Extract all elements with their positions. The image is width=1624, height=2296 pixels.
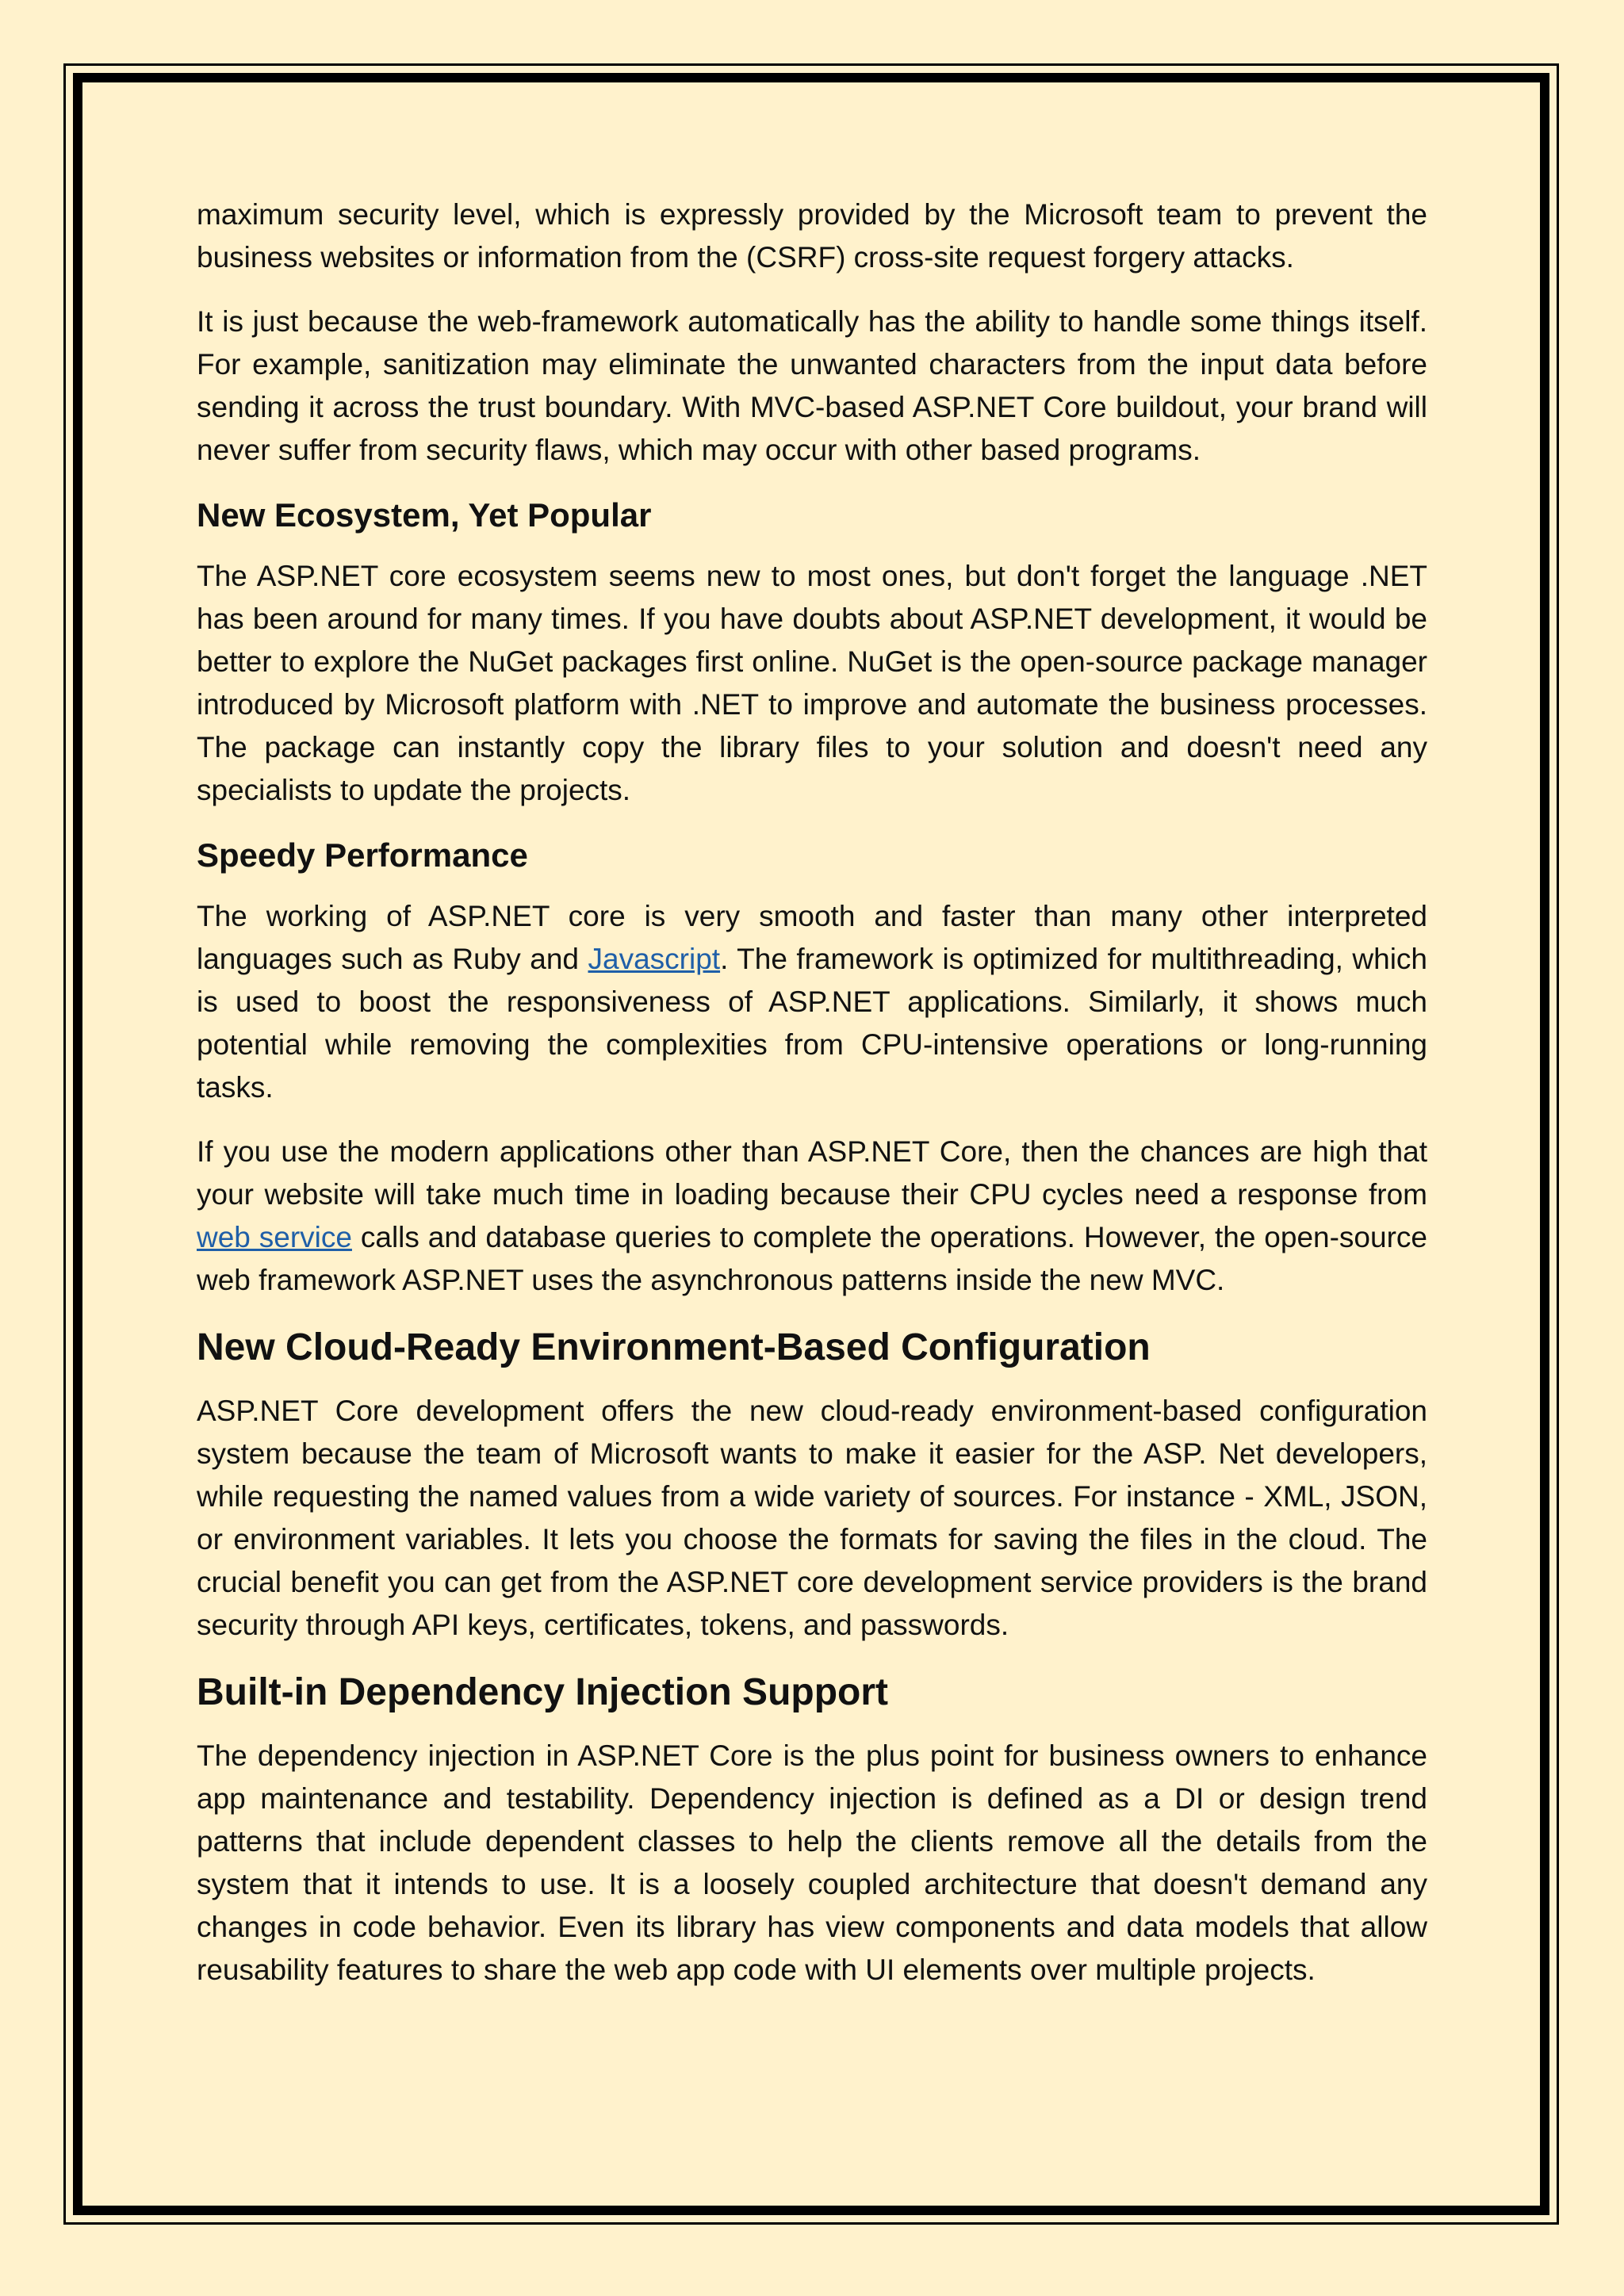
- performance-paragraph-2: [197, 1131, 1427, 1302]
- performance-paragraph-1: [197, 895, 1427, 1109]
- document-body: [197, 193, 1427, 2013]
- javascript-link[interactable]: Javascript: [588, 943, 721, 975]
- dependency-injection-paragraph: The dependency injection in ASP.NET Core is the plus point for business owners to enhance app maintenance and testability. Dependency injection is defined as a DI or design trend patterns that include dependent classes to help the clients remove all the details from the system that it intends to use. It is a loosely coupled architecture that doesn't demand any changes in code behavior. Even its library has view components and data models that allow reusability features to share the web app code with UI elements over multiple projects.: [197, 1739, 1427, 1986]
- cloud-config-paragraph: ASP.NET Core development offers the new cloud-ready environment-based configuration system because the team of Microsoft wants to make it easier for the ASP. Net developers, while requesting the named values from a wide variety of sources. For instance - XML, JSON, or environment variables. It lets you choose the formats for saving the files in the cloud. The crucial benefit you can get from the ASP.NET core development service providers is the brand security through API keys, certificates, tokens, and passwords.: [197, 1395, 1427, 1641]
- performance-p2-text-end: calls and database queries to complete the operations. However, the open-source web framework ASP.NET uses the asynchronous patterns inside the new MVC.: [197, 1221, 1427, 1296]
- intro-paragraph-2: It is just because the web-framework automatically has the ability to handle some things itself. For example, sanitization may eliminate the unwanted characters from the input data before sending it across the trust boundary. With MVC-based ASP.NET Core buildout, your brand will never suffer from security flaws, which may occur with other based programs.: [197, 305, 1427, 466]
- performance-p1-text-start: The working of ASP.NET core is very smooth and faster than many other interpreted languages such as Ruby and: [197, 900, 1427, 975]
- performance-p2-text-start: If you use the modern applications other than ASP.NET Core, then the chances are high that your website will take much time in loading because their CPU cycles need a response from: [197, 1135, 1427, 1211]
- intro-paragraph-1: maximum security level, which is expressly provided by the Microsoft team to prevent the business websites or information from the (CSRF) cross-site request forgery attacks.: [197, 198, 1427, 274]
- cloud-config-heading: New Cloud-Ready Environment-Based Configuration: [197, 1326, 1151, 1368]
- ecosystem-paragraph: The ASP.NET core ecosystem seems new to most ones, but don't forget the language .NET has been around for many times. If you have doubts about ASP.NET development, it would be better to explore the NuGet packages first online. NuGet is the open-source package manager introduced by Microsoft platform with .NET to improve and automate the business processes. The package can instantly copy the library files to your solution and doesn't need any specialists to update the projects.: [197, 560, 1427, 806]
- web-service-link[interactable]: web service: [197, 1221, 352, 1253]
- ecosystem-heading: New Ecosystem, Yet Popular: [197, 496, 652, 534]
- dependency-injection-heading: Built-in Dependency Injection Support: [197, 1671, 889, 1713]
- performance-heading: Speedy Performance: [197, 836, 528, 874]
- performance-p1-text-end: . The framework is optimized for multithreading, which is used to boost the responsiveness of ASP.NET applications. Similarly, it shows much potential while removing the complexities from CPU-intensive operations or long-running tasks.: [197, 943, 1427, 1104]
